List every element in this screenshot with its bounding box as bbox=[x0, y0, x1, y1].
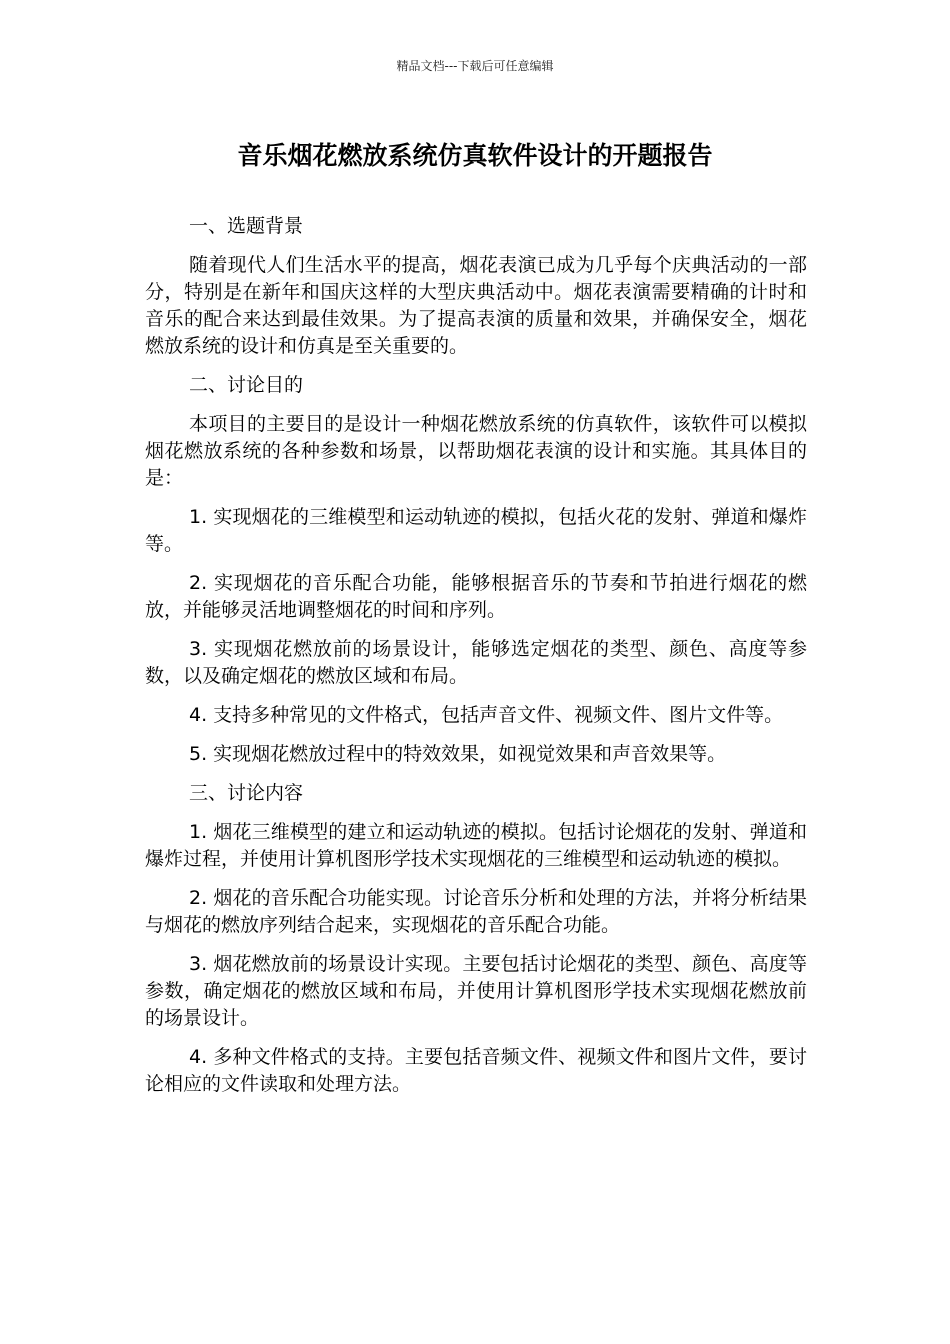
content-item-3: 3. 烟花燃放前的场景设计实现。主要包括讨论烟花的类型、颜色、高度等参数，确定烟花的燃放区域和布局，并使用计算机图形学技术实现烟花燃放前的场景设计。 bbox=[145, 953, 807, 1029]
content-item-4: 4. 多种文件格式的支持。主要包括音频文件、视频文件和图片文件，要讨论相应的文件读取和处理方法。 bbox=[145, 1046, 807, 1095]
document-title: 音乐烟花燃放系统仿真软件设计的开题报告 bbox=[237, 141, 713, 170]
paragraph-purpose-intro: 本项目的主要目的是设计一种烟花燃放系统的仿真软件，该软件可以模拟烟花燃放系统的各种参数和场景，以帮助烟花表演的设计和实施。其具体目的是： bbox=[145, 413, 807, 489]
purpose-item-4: 4. 支持多种常见的文件格式，包括声音文件、视频文件、图片文件等。 bbox=[189, 704, 784, 726]
purpose-item-3: 3. 实现烟花燃放前的场景设计，能够选定烟花的类型、颜色、高度等参数，以及确定烟花的燃放区域和布局。 bbox=[145, 638, 807, 687]
paragraph-background: 随着现代人们生活水平的提高，烟花表演已成为几乎每个庆典活动的一部分，特别是在新年和国庆这样的大型庆典活动中。烟花表演需要精确的计时和音乐的配合来达到最佳效果。为了提高表演的质量和效果，并确保安全，烟花燃放系统的设计和仿真是至关重要的。 bbox=[145, 254, 807, 357]
section-heading-background: 一、选题背景 bbox=[189, 215, 304, 237]
page-header: 精品文档---下载后可任意编辑 bbox=[396, 59, 554, 73]
purpose-item-5: 5. 实现烟花燃放过程中的特效效果，如视觉效果和声音效果等。 bbox=[189, 743, 727, 765]
document-body bbox=[145, 213, 807, 1110]
content-item-2: 2. 烟花的音乐配合功能实现。讨论音乐分析和处理的方法，并将分析结果与烟花的燃放序列结合起来，实现烟花的音乐配合功能。 bbox=[145, 887, 807, 936]
section-heading-content: 三、讨论内容 bbox=[189, 782, 304, 804]
content-item-1: 1. 烟花三维模型的建立和运动轨迹的模拟。包括讨论烟花的发射、弹道和爆炸过程，并使用计算机图形学技术实现烟花的三维模型和运动轨迹的模拟。 bbox=[145, 821, 807, 870]
purpose-item-2: 2. 实现烟花的音乐配合功能，能够根据音乐的节奏和节拍进行烟花的燃放，并能够灵活地调整烟花的时间和序列。 bbox=[145, 572, 807, 621]
section-heading-purpose: 二、讨论目的 bbox=[189, 374, 304, 396]
purpose-item-1: 1. 实现烟花的三维模型和运动轨迹的模拟，包括火花的发射、弹道和爆炸等。 bbox=[145, 506, 807, 555]
